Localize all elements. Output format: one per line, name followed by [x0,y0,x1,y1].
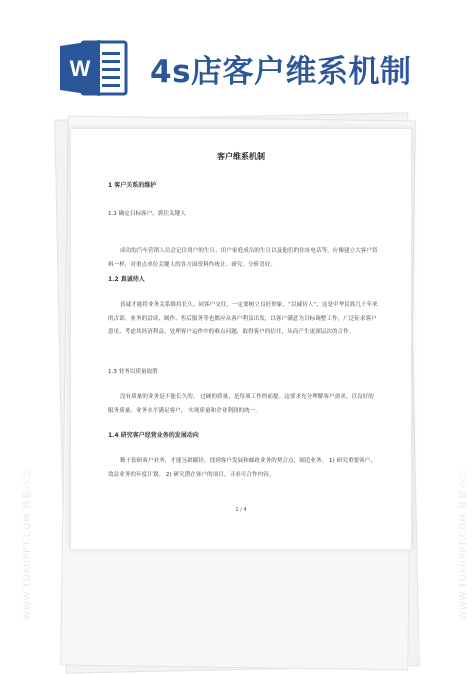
section-heading: 1 客户关系的维护 [108,182,157,189]
paragraph: 真诚才能将业务关系维持长久。同客户交往，一定要树立良好形象，“以诚待人”，这是中华民族几千年来的古训。业务的洽谈、制作、售后服务等也都应从客户利益出发，以客户满意为目标调整工作，广泛征求客户意见，考虑其经济利益，处理客户运作中的难点问题，取得客户的信任，从而产生更深层次的合作。 [108,302,378,335]
header [0,0,474,110]
page-title: 客户维系机制 [217,152,265,161]
paragraph: 勤于钻研客户业务，才能另辟蹊径，找到客户发展和邮政业务的契合点，制造业务。 1) 研究重要客户、 效益业务的年度计划。 2) 研究潜在客户的项目，寻求可合作内容。 [108,458,376,478]
subsection-heading: 1.2 真诚待人 [108,276,145,283]
subsection-heading: 1.4 研究客户经营业务的发展动向 [108,432,199,439]
svg-text:W: W [69,56,91,81]
subsection-heading: 1.1 确定目标客户、抓住关键人 [108,211,186,217]
watermark-left: WWW.TUKUPPT.COM 熊猫办公 [23,469,33,620]
watermark-right: WWW.TUKUPPT.COM 熊猫办公 [459,469,469,620]
paragraph: 没有质量的业务是不能长久的。 过硬的质量，是每项工作的前提。这要求充分理解客户需求，以良好的服务质量、业务水平满足客户， 实现质量和企业利润的统一。 [108,394,374,414]
word-doc-icon [60,38,130,98]
paragraph: 成功的汽车营销人员会记住用户的生日、用户家庭成员的生日以及他们的住址电话等。应像建立大客户资料一样，对重点单位关键人的各方面资料作统计、研究、分析喜好。 [108,248,378,268]
document-title: 4s店客户维系机制 [150,54,412,90]
subsection-heading: 1.3 业务以质量取胜 [108,369,158,375]
document-page [70,128,412,550]
page-number: 1 / 4 [235,507,247,513]
